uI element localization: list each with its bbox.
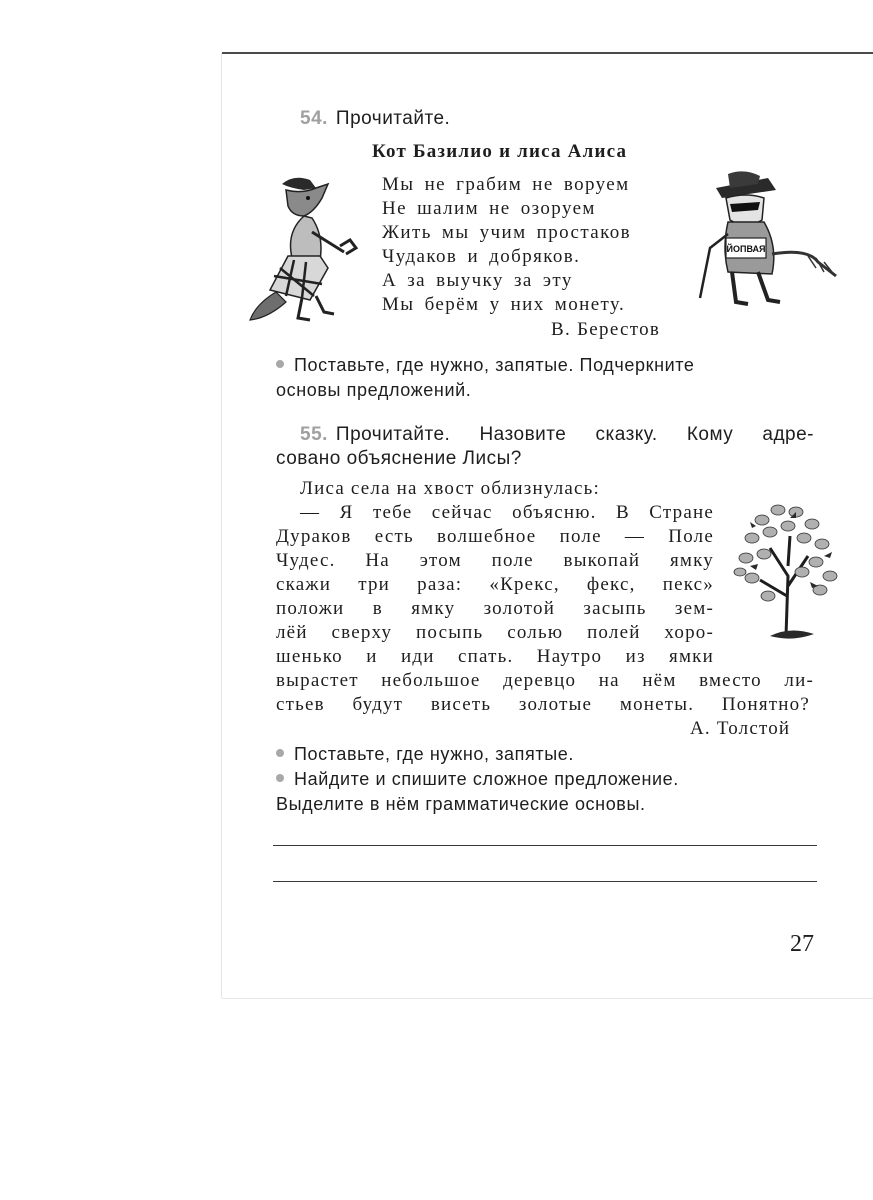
exercise-55-task-1: Поставьте, где нужно, запятые.: [276, 744, 574, 765]
page-left-edge: [221, 53, 222, 998]
poem-line: Мы не грабим не воруем: [382, 174, 630, 195]
story-line: лёй сверху посыпь солью полей хоро-: [276, 622, 714, 643]
story-line: Лиса села на хвост облизнулась:: [300, 478, 600, 499]
exercise-55-task-2: Найдите и спишите сложное предложение.: [276, 769, 679, 790]
fox-alice-illustration: [246, 172, 364, 327]
story-line: вырастет небольшое деревцо на нём вместо ли-: [276, 670, 814, 691]
cat-basilio-illustration: [698, 168, 844, 318]
story-line: Чудес. На этом поле выкопай ямку: [276, 550, 714, 571]
page-number: 27: [790, 931, 814, 957]
poem-line: Мы берём у них монету.: [382, 294, 626, 315]
exercise-number: 55.: [300, 424, 328, 445]
answer-line: [273, 881, 817, 882]
exercise-instruction: Прочитайте.: [335, 108, 451, 129]
story-line: стьев будут висеть золотые монеты. Понятно?: [276, 694, 810, 715]
exercise-55-heading-continuation: совано объяснение Лисы?: [276, 448, 522, 469]
exercise-54-task: Поставьте, где нужно, запятые. Подчеркните: [276, 355, 695, 376]
exercise-instruction: Прочитайте. Назовите сказку. Кому адре-: [335, 424, 814, 445]
bullet-icon: [276, 360, 284, 368]
story-line: положи в ямку золотой засыпь зем-: [276, 598, 714, 619]
page-bottom-edge: [222, 998, 873, 999]
story-author: А. Толстой: [690, 718, 791, 739]
poem-title: Кот Базилио и лиса Алиса: [372, 141, 628, 162]
exercise-55-task-2-continuation: Выделите в нём грамматические основы.: [276, 794, 646, 814]
exercise-number: 54.: [300, 108, 328, 129]
poem-author: В. Берестов: [551, 319, 661, 340]
story-line: скажи три раза: «Крекс, фекс, пекс»: [276, 574, 714, 595]
money-tree-illustration: [730, 496, 842, 644]
exercise-55-heading: [300, 424, 814, 446]
exercise-54-heading: [300, 108, 450, 130]
poem-line: Не шалим не озоруем: [382, 198, 596, 219]
answer-line: [273, 845, 817, 846]
poem-line: Чудаков и добряков.: [382, 246, 581, 267]
story-line: шенько и иди спать. Наутро из ямки: [276, 646, 714, 667]
story-line: Дураков есть волшебное поле — Поле: [276, 526, 714, 547]
poem-line: А за выучку за эту: [382, 270, 573, 291]
cat-sign-label: ЙОПВАЯ: [726, 244, 766, 254]
poem-line: Жить мы учим простаков: [382, 222, 632, 243]
exercise-54-task-continuation: основы предложений.: [276, 380, 472, 400]
bullet-icon: [276, 749, 284, 757]
page-top-edge: [222, 52, 873, 54]
bullet-icon: [276, 774, 284, 782]
story-line: — Я тебе сейчас объясню. В Стране: [300, 502, 714, 523]
